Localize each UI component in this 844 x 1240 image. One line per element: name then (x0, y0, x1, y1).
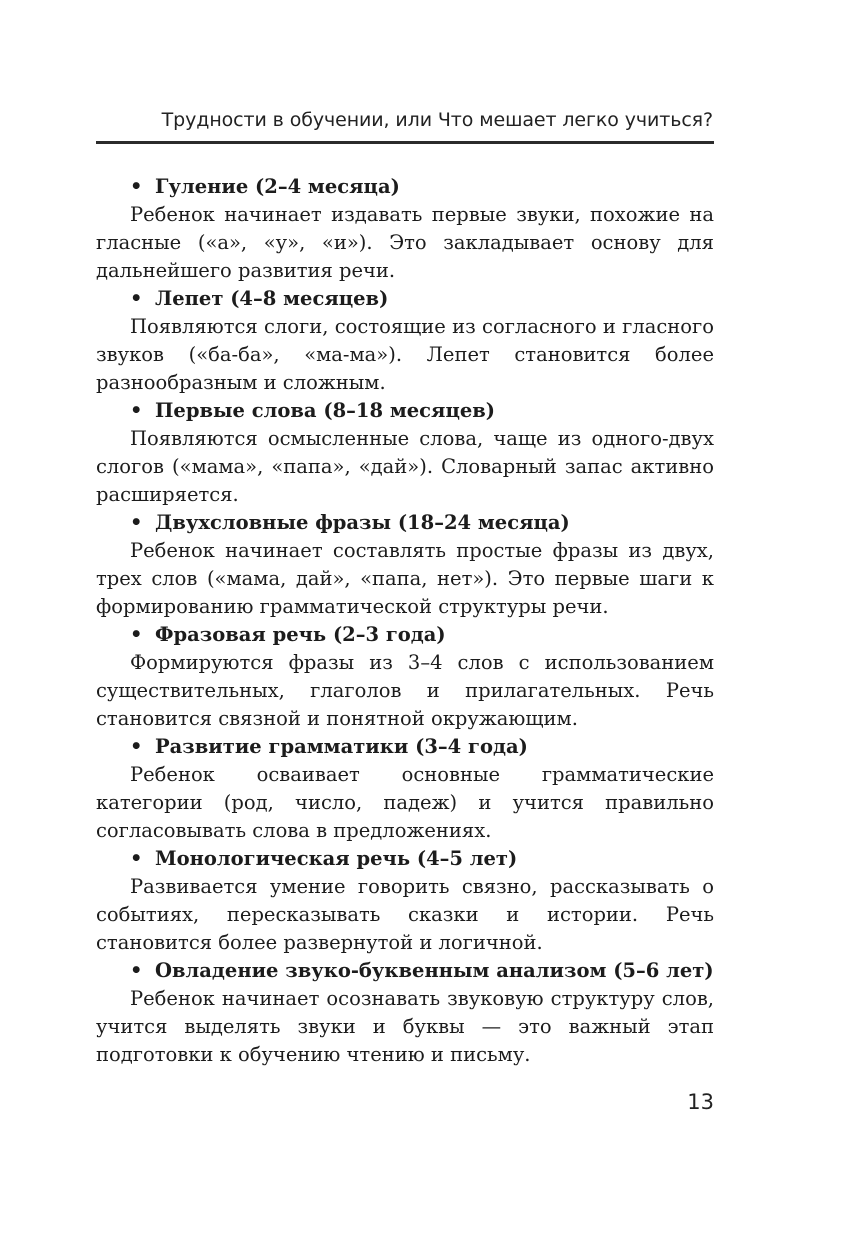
bullet: • (130, 511, 143, 534)
bullet: • (130, 175, 143, 198)
section-text: Развивается умение говорить связно, рассказывать о событиях, пересказывать сказки и истории. Речь становится более развернутой и логичной. (96, 875, 714, 954)
section-heading (96, 285, 714, 313)
section-heading-text: Фразовая речь (2–3 года) (155, 623, 446, 646)
section (96, 397, 714, 509)
section-text: Появляются осмысленные слова, чаще из одного-двух слогов («мама», «папа», «дай»). Словарный запас активно расширяется. (96, 427, 714, 506)
section-text: Ребенок осваивает основные грамматические категории (род, число, падеж) и учится правильно согласовывать слова в предложениях. (96, 763, 714, 842)
section-text: Ребенок начинает составлять простые фразы из двух, трех слов («мама, дай», «папа, нет»). Это первые шаги к формированию грамматической структуры речи. (96, 539, 714, 618)
section-heading-text: Лепет (4–8 месяцев) (155, 287, 389, 310)
section-heading (96, 845, 714, 873)
section (96, 509, 714, 621)
section-heading (96, 173, 714, 201)
bullet: • (130, 399, 143, 422)
section-heading (96, 509, 714, 537)
section (96, 621, 714, 733)
section-heading-text: Овладение звуко-буквенным анализом (5–6 лет) (155, 959, 714, 982)
bullet: • (130, 735, 143, 758)
page-number: 13 (687, 1090, 714, 1114)
section-text: Формируются фразы из 3–4 слов с использованием существительных, глаголов и прилагательных. Речь становится связной и понятной окружающим. (96, 651, 714, 730)
header-rule (96, 141, 714, 144)
section-heading (96, 733, 714, 761)
bullet: • (130, 623, 143, 646)
bullet: • (130, 959, 143, 982)
bullet: • (130, 287, 143, 310)
section-heading (96, 621, 714, 649)
section-text: Ребенок начинает издавать первые звуки, похожие на гласные («а», «у», «и»). Это закладывает основу для дальнейшего развития речи. (96, 203, 714, 282)
section (96, 285, 714, 397)
section (96, 845, 714, 957)
section-heading-text: Монологическая речь (4–5 лет) (155, 847, 518, 870)
running-head: Трудности в обучении, или Что мешает легко учиться? (161, 109, 713, 131)
section-heading (96, 957, 714, 985)
section (96, 173, 714, 285)
section (96, 957, 714, 1069)
section-heading (96, 397, 714, 425)
section-text: Ребенок начинает осознавать звуковую структуру слов, учится выделять звуки и буквы — это важный этап подготовки к обучению чтению и письму. (96, 987, 714, 1066)
section-heading-text: Двухсловные фразы (18–24 месяца) (155, 511, 570, 534)
section-text: Появляются слоги, состоящие из согласного и гласного звуков («ба-ба», «ма-ма»). Лепет становится более разнообразным и сложным. (96, 315, 714, 394)
section-heading-text: Развитие грамматики (3–4 года) (155, 735, 528, 758)
bullet: • (130, 847, 143, 870)
section-heading-text: Первые слова (8–18 месяцев) (155, 399, 496, 422)
section (96, 733, 714, 845)
section-heading-text: Гуление (2–4 месяца) (155, 175, 400, 198)
page-body (96, 173, 714, 1069)
